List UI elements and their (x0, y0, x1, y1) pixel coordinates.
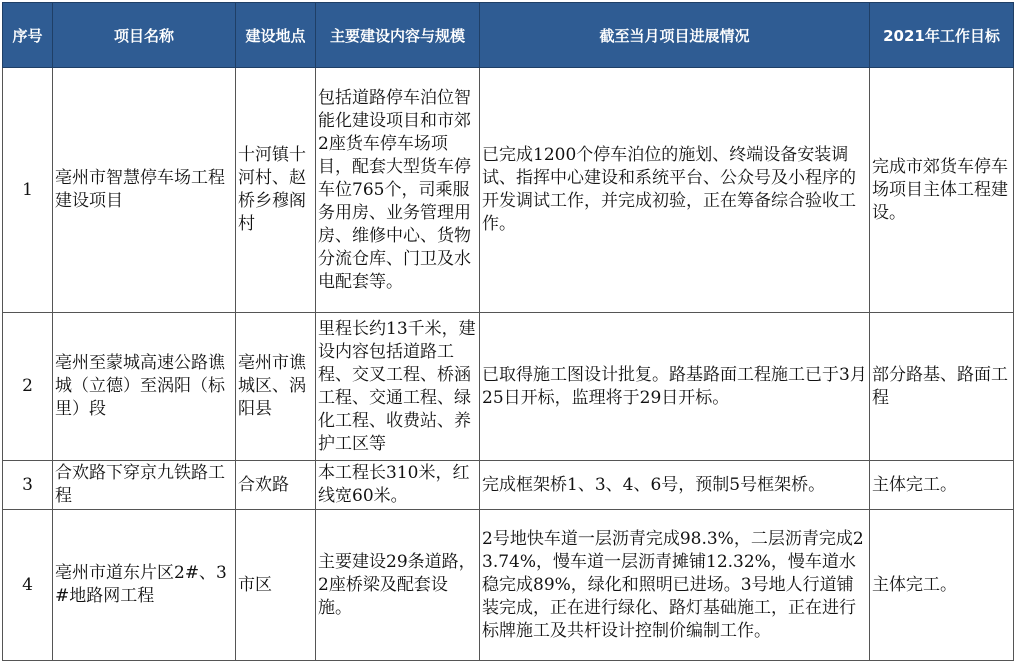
header-no: 序号 (3, 3, 53, 68)
cell-progress: 完成框架桥1、3、4、6号，预制5号框架桥。 (480, 461, 870, 510)
cell-no: 1 (3, 68, 53, 313)
cell-goal: 主体完工。 (870, 510, 1014, 661)
cell-no: 2 (3, 313, 53, 461)
cell-name: 亳州市道东片区2#、3#地路网工程 (53, 510, 236, 661)
cell-location: 市区 (236, 510, 316, 661)
cell-goal: 主体完工。 (870, 461, 1014, 510)
cell-no: 3 (3, 461, 53, 510)
cell-content: 本工程长310米，红线宽60米。 (316, 461, 480, 510)
cell-location: 合欢路 (236, 461, 316, 510)
project-table (2, 2, 1014, 661)
header-goal: 2021年工作目标 (870, 3, 1014, 68)
table-row (3, 313, 1014, 461)
cell-content: 里程长约13千米，建设内容包括道路工程、交叉工程、桥涵工程、交通工程、绿化工程、收费站、养护工区等 (316, 313, 480, 461)
header-location: 建设地点 (236, 3, 316, 68)
cell-location: 亳州市谯城区、涡阳县 (236, 313, 316, 461)
cell-progress: 已取得施工图设计批复。路基路面工程施工已于3月25日开标，监理将于29日开标。 (480, 313, 870, 461)
cell-name: 合欢路下穿京九铁路工程 (53, 461, 236, 510)
cell-name: 亳州至蒙城高速公路谯城（立德）至涡阳（标里）段 (53, 313, 236, 461)
table-row (3, 510, 1014, 661)
cell-goal: 部分路基、路面工程 (870, 313, 1014, 461)
header-row (3, 3, 1014, 68)
header-name: 项目名称 (53, 3, 236, 68)
table-row (3, 461, 1014, 510)
cell-goal: 完成市郊货车停车场项目主体工程建设。 (870, 68, 1014, 313)
header-progress: 截至当月项目进展情况 (480, 3, 870, 68)
cell-no: 4 (3, 510, 53, 661)
table-row (3, 68, 1014, 313)
cell-progress: 已完成1200个停车泊位的施划、终端设备安装调试、指挥中心建设和系统平台、公众号及小程序的开发调试工作，并完成初验，正在筹备综合验收工作。 (480, 68, 870, 313)
cell-location: 十河镇十河村、赵桥乡穆阁村 (236, 68, 316, 313)
cell-name: 亳州市智慧停车场工程建设项目 (53, 68, 236, 313)
cell-progress-text: 2号地快车道一层沥青完成98.3%，二层沥青完成23.74%，慢车道一层沥青摊铺12.32%，慢车道水稳完成89%，绿化和照明已进场。3号地人行道铺装完成，正在进行绿化、路灯基础施工，正在进行标牌施工及共杆设计控制价编制工作。 (482, 528, 864, 641)
cell-progress (480, 510, 870, 661)
header-content: 主要建设内容与规模 (316, 3, 480, 68)
cell-content: 主要建设29条道路，2座桥梁及配套设施。 (316, 510, 480, 661)
cell-content: 包括道路停车泊位智能化建设项目和市郊2座货车停车场项目，配套大型货车停车位765个，司乘服务用房、业务管理用房、维修中心、货物分流仓库、门卫及水电配套等。 (316, 68, 480, 313)
